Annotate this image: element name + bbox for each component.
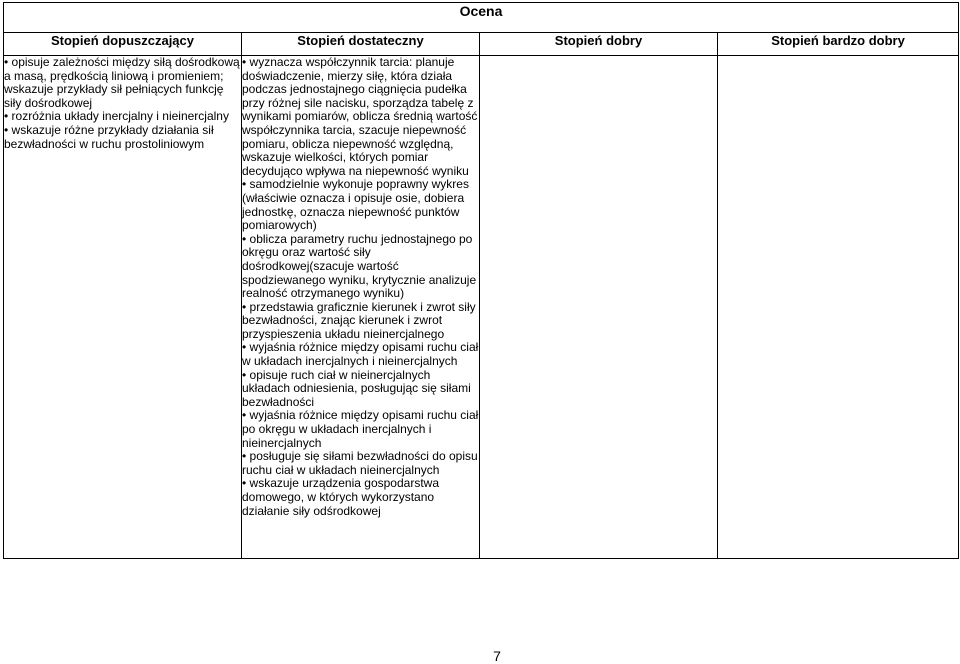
- list-item: • opisuje zależności między siłą dośrodkową a masą, prędkością liniową i promieniem; wskazuje przykłady sił pełniących funkcję siły dośrodkowej: [4, 56, 241, 110]
- table-body-row: [4, 56, 959, 559]
- page-number: 7: [493, 648, 501, 664]
- cell-dobry: [480, 56, 718, 559]
- table-title: Ocena: [4, 3, 959, 33]
- list-item: • wyjaśnia różnice między opisami ruchu ciał w układach inercjalnych i nieinercjalnych: [242, 341, 479, 368]
- list-item: • wskazuje urządzenia gospodarstwa domowego, w których wykorzystano działanie siły odśrodkowej: [242, 477, 479, 518]
- list-item: • samodzielnie wykonuje poprawny wykres (właściwie oznacza i opisuje osie, dobiera jednostkę, oznacza niepewność punktów pomiarowych): [242, 178, 479, 232]
- cell-dostateczny: [242, 56, 480, 559]
- column-header-dostateczny: Stopień dostateczny: [242, 33, 480, 56]
- table-header-row: [4, 3, 959, 33]
- list-item: • wskazuje różne przykłady działania sił bezwładności w ruchu prostoliniowym: [4, 124, 241, 151]
- column-header-dopuszczajacy: Stopień dopuszczający: [4, 33, 242, 56]
- requirements-list: [242, 56, 479, 518]
- cell-dopuszczajacy: [4, 56, 242, 559]
- column-header-dobry: Stopień dobry: [480, 33, 718, 56]
- column-header-row: [4, 33, 959, 56]
- cell-bardzo-dobry: [718, 56, 959, 559]
- requirements-list: [4, 56, 241, 151]
- list-item: • przedstawia graficznie kierunek i zwrot siły bezwładności, znając kierunek i zwrot przyspieszenia układu nieinercjalnego: [242, 301, 479, 342]
- list-item: • oblicza parametry ruchu jednostajnego po okręgu oraz wartość siły dośrodkowej(szacuje wartość spodziewanego wyniku, krytycznie analizuje realność otrzymanego wyniku): [242, 233, 479, 301]
- list-item: • wyznacza współczynnik tarcia: planuje doświadczenie, mierzy siłę, która działa podczas jednostajnego ciągnięcia pudełka przy różnej sile nacisku, sporządza tabelę z wynikami pomiarów, oblicza średnią wartość współczynnika tarcia, szacuje niepewność pomiaru, oblicza niepewność względną, wskazuje wielkości, których pomiar decydująco wpływa na niepewność wyniku: [242, 56, 479, 178]
- list-item: • rozróżnia układy inercjalny i nieinercjalny: [4, 110, 241, 124]
- list-item: • posługuje się siłami bezwładności do opisu ruchu ciał w układach nieinercjalnych: [242, 450, 479, 477]
- column-header-bardzo-dobry: Stopień bardzo dobry: [718, 33, 959, 56]
- list-item: • wyjaśnia różnice między opisami ruchu ciał po okręgu w układach inercjalnych i nieinercjalnych: [242, 409, 479, 450]
- grading-criteria-table: [3, 2, 959, 559]
- list-item: • opisuje ruch ciał w nieinercjalnych układach odniesienia, posługując się siłami bezwładności: [242, 369, 479, 410]
